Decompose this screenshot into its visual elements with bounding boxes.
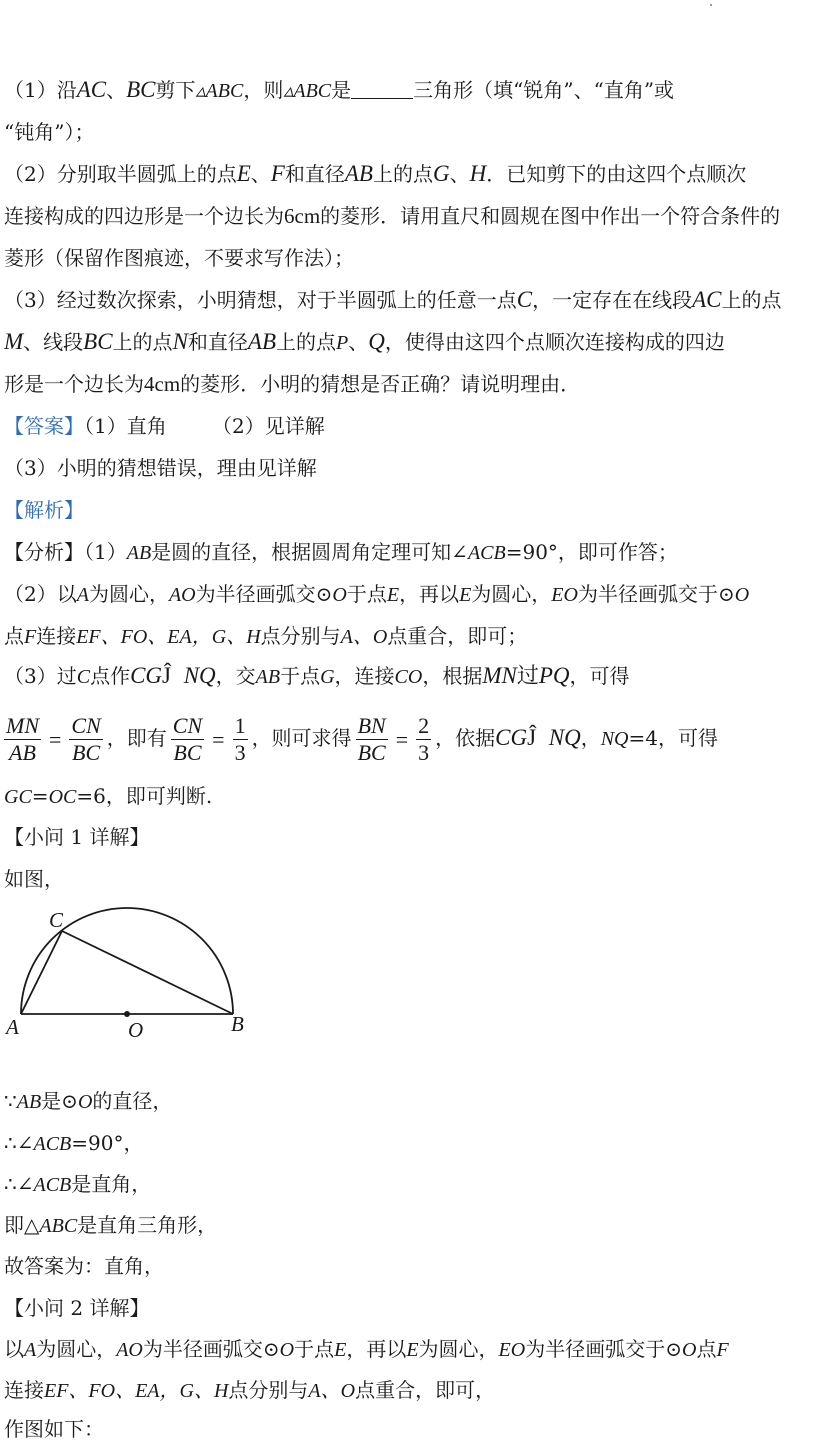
center-point-o (124, 1011, 130, 1017)
sub-1-title: 【小问 1 详解】 (4, 825, 150, 849)
answer-part-2: （2）见详解 (212, 414, 325, 438)
label-a: A (6, 1015, 19, 1039)
analysis-line-5: $\frac{MN}{AB}$ = $\frac{CN}{BC}$ ，即有 $\frac{CN}{BC}$ = $\frac{1}{3}$ ，则可求得 $\frac{BN}{BC}$ = $\frac{2}{3}$ ，依据CGĴ NQ，NQ=4，可得 (6, 713, 718, 765)
analysis-line-6: GC=OC=6，即可判断. (4, 784, 213, 808)
analysis-line-2: （2）以A为圆心，AO为半径画弧交⊙O于点E，再以E为圆心，EO为半径画弧交于⊙O (4, 582, 750, 606)
sub-1-intro: 如图， (4, 867, 64, 891)
proof-line-4: 即△ABC是直角三角形， (4, 1213, 218, 1237)
fraction-one-third: $\frac{1}{3}$ (234, 713, 246, 765)
proof-line-2: ∴∠ACB=90°， (4, 1131, 144, 1155)
answer-line-2: （3）小明的猜想错误，理由见详解 (4, 456, 317, 480)
question-3-line-2: M、线段BC上的点N和直径AB上的点P、Q，使得由这四个点顺次连接构成的四边 (4, 329, 725, 354)
question-2-line-1: （2）分别取半圆弧上的点E、F和直径AB上的点G、H．已知剪下的由这四个点顺次 (4, 161, 747, 186)
proof-line-5: 故答案为：直角， (4, 1254, 164, 1278)
chord-ac (21, 931, 62, 1014)
analysis-line-4: （3）过C点作CGĴ NQ，交AB于点G，连接CO，根据MN过PQ，可得 (4, 663, 630, 689)
fraction-two-thirds: $\frac{2}{3}$ (418, 713, 430, 765)
scan-speck (710, 4, 712, 6)
question-1-line-1: （1）沿AC、BC剪下▵ABC，则▵ABC是 三角形（填“锐角”、“直角”或 (4, 77, 675, 102)
question-3-line-3: 形是一个边长为4cm的菱形．小明的猜想是否正确？请说明理由． (4, 372, 581, 396)
question-2-line-3: 菱形（保留作图痕迹，不要求写作法）； (4, 246, 354, 270)
sub-2-line-2: 连接EF、FO、EA，G、H点分别与A、O点重合，即可， (4, 1378, 496, 1402)
label-c: C (49, 908, 64, 932)
fraction-mn-ab: $\frac{MN}{AB}$ (6, 713, 39, 765)
fraction-cn-bc-2: $\frac{CN}{BC}$ (172, 713, 203, 765)
analysis-line-3: 点F连接EF、FO、EA，G、H点分别与A、O点重合，即可； (4, 624, 528, 648)
label-o: O (128, 1018, 144, 1042)
question-3-line-1: （3）经过数次探索，小明猜想，对于半圆弧上的任意一点C，一定存在在线段AC上的点 (4, 287, 782, 312)
sub-2-line-3: 作图如下： (4, 1417, 104, 1441)
analysis-tag: 【解析】 (4, 498, 84, 522)
answer-blank (351, 78, 413, 99)
answer-line-1: 【答案】（1）直角 (4, 414, 167, 438)
answer-tag: 【答案】 (4, 414, 84, 438)
question-1-line-2: “钝角”）； (4, 120, 95, 144)
proof-line-3: ∴∠ACB是直角， (4, 1172, 152, 1196)
fraction-cn-bc: $\frac{CN}{BC}$ (71, 713, 101, 765)
label-b: B (231, 1012, 244, 1036)
sub-2-title: 【小问 2 详解】 (4, 1296, 150, 1320)
proof-line-1: ∵AB是⊙O的直径， (4, 1089, 173, 1113)
fraction-bn-bc: $\frac{BN}{BC}$ (357, 713, 386, 765)
sub-2-line-1: 以A为圆心，AO为半径画弧交⊙O于点E，再以E为圆心，EO为半径画弧交于⊙O点F (4, 1337, 729, 1361)
question-2-line-2: 连接构成的四边形是一个边长为6cm的菱形．请用直尺和圆规在图中作出一个符合条件的 (4, 204, 781, 228)
chord-bc (62, 931, 233, 1014)
semicircle-figure (0, 900, 260, 1050)
analysis-line-1: 【分析】（1）AB是圆的直径，根据圆周角定理可知∠ACB=90°，即可作答； (4, 540, 678, 564)
